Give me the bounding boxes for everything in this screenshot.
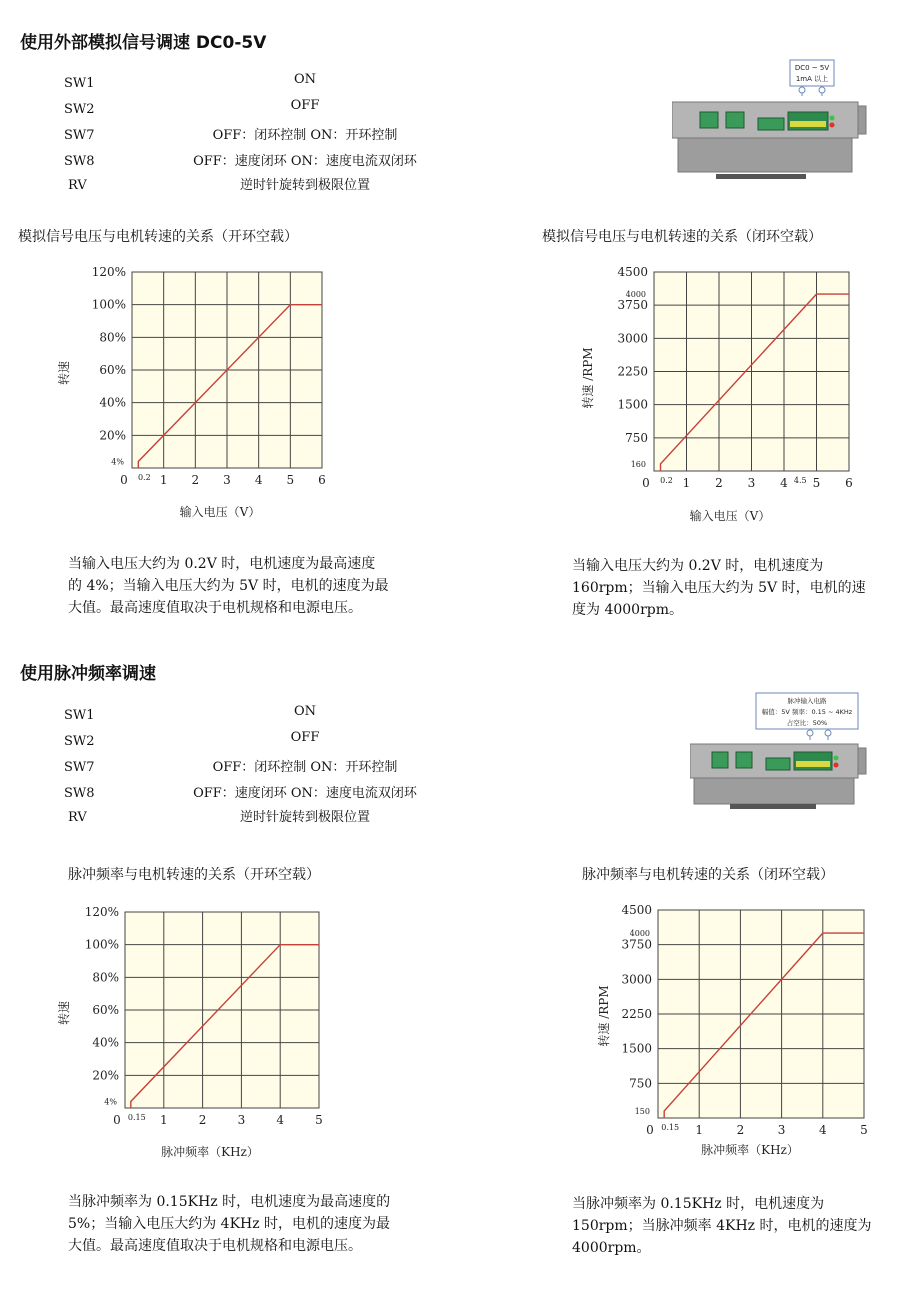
switch-name-rv: RV [68, 178, 87, 193]
switch-value-rv: 逆时针旋转到极限位置 [239, 810, 370, 825]
chart-title-analog-closed-loop: 模拟信号电压与电机转速的关系（闭环空载） [542, 229, 822, 245]
callout-line-2: 幅值：5V 频率：0.15 ~ 4KHz [761, 708, 853, 716]
x-marker-label: 0.2 [660, 476, 673, 485]
x-axis-label: 脉冲频率（KHz） [701, 1143, 799, 1157]
x-tick-label: 5 [315, 1113, 323, 1127]
switch-name-sw1: SW1 [64, 76, 95, 91]
x-tick-label: 0 [113, 1113, 121, 1127]
x-tick-label: 1 [682, 476, 691, 490]
description-line: 160rpm；当输入电压大约为 5V 时，电机的速 [572, 580, 866, 596]
chart-pulse-open-loop [50, 898, 350, 1168]
x-tick-label: 1 [695, 1123, 704, 1137]
y-tick-label: 80% [99, 330, 126, 345]
description-line: 5%；当输入电压大约为 4KHz 时，电机的速度为最 [68, 1216, 391, 1232]
y-tick-label: 60% [99, 363, 126, 377]
description-analog-open-loop [68, 553, 389, 619]
description-line: 大值。最高速度值取决于电机规格和电源电压。 [68, 600, 362, 616]
x-axis-label: 输入电压（V） [179, 505, 261, 519]
y-tick-label: 80% [92, 970, 119, 985]
callout-line-1: 脉冲输入电路 [787, 697, 827, 705]
y-axis-label: 转速 /RPM [597, 985, 611, 1047]
switch-name-sw7: SW7 [64, 128, 95, 143]
section-title-analog: 使用外部模拟信号调速 DC0-5V [20, 33, 267, 53]
y-tick-label: 40% [99, 395, 126, 410]
callout-line-2: 1mA 以上 [795, 75, 829, 83]
x-tick-label: 6 [845, 476, 853, 490]
chart-analog-closed-loop [570, 258, 870, 530]
y-marker-label: 160 [630, 459, 646, 469]
switch-value-rv: 逆时针旋转到极限位置 [239, 178, 370, 193]
chart-title-pulse-closed-loop: 脉冲频率与电机转速的关系（闭环空载） [582, 867, 834, 883]
y-marker-label: 150 [634, 1107, 650, 1117]
x-tick-label: 1 [159, 473, 168, 487]
y-tick-label: 1500 [621, 1041, 652, 1056]
y-tick-label: 750 [625, 430, 648, 445]
switch-value-sw2: OFF [290, 730, 320, 745]
description-line: 当脉冲频率为 0.15KHz 时，电机速度为 [572, 1196, 825, 1212]
description-analog-closed-loop [572, 555, 866, 621]
x-tick-label: 5 [860, 1123, 868, 1137]
x-tick-label: 4 [780, 476, 788, 490]
x-axis-label: 输入电压（V） [689, 509, 771, 523]
y-tick-label: 4500 [617, 265, 648, 279]
x-tick-label: 1 [159, 1113, 168, 1127]
y-tick-label: 100% [84, 937, 119, 952]
y-tick-label: 750 [629, 1076, 652, 1091]
y-tick-label: 2250 [617, 364, 648, 379]
description-line: 当输入电压大约为 0.2V 时，电机速度为最高速度 [68, 556, 376, 572]
y-tick-label: 2250 [621, 1007, 652, 1021]
x-tick-label: 4 [818, 1123, 827, 1137]
y-tick-label: 3000 [621, 972, 652, 987]
description-line: 的 4%；当输入电压大约为 5V 时，电机的速度为最 [68, 578, 389, 594]
x-marker-label: 0.15 [127, 1113, 146, 1122]
y-axis-label: 转速 /RPM [581, 347, 595, 409]
switch-name-sw2: SW2 [64, 102, 95, 117]
y-tick-label: 3750 [617, 298, 648, 313]
description-line: 当脉冲频率为 0.15KHz 时，电机速度为最高速度的 [68, 1194, 391, 1210]
switch-value-sw7: OFF：闭环控制 ON：开环控制 [212, 760, 398, 775]
switch-name-sw8: SW8 [64, 154, 95, 169]
y-tick-label: 20% [99, 428, 126, 443]
x-tick-label: 4 [276, 1113, 285, 1127]
y-axis-label: 转速 [57, 360, 71, 386]
y-tick-label: 20% [92, 1068, 119, 1083]
switch-value-sw8: OFF：速度闭环 ON：速度电流双闭环 [193, 786, 417, 801]
y-tick-label: 4500 [621, 903, 652, 917]
description-line: 度为 4000rpm。 [572, 602, 684, 618]
x-axis-label: 脉冲频率（KHz） [161, 1145, 259, 1159]
description-pulse-closed-loop [572, 1193, 872, 1259]
switch-value-sw8: OFF：速度闭环 ON：速度电流双闭环 [193, 154, 417, 169]
switch-name-sw7: SW7 [64, 760, 95, 775]
x-tick-label: 3 [747, 476, 756, 490]
x-tick-label: 3 [223, 473, 231, 487]
x-tick-label: 0 [642, 476, 650, 490]
x-tick-label: 5 [286, 473, 295, 487]
driver-device-illustration-pulse [690, 692, 890, 812]
switch-name-sw8: SW8 [64, 786, 95, 801]
x-tick-label: 3 [777, 1123, 786, 1137]
y-tick-label: 40% [92, 1035, 119, 1050]
description-line: 当输入电压大约为 0.2V 时，电机速度为 [572, 558, 824, 574]
y-tick-label: 120% [84, 905, 119, 919]
y-marker-label: 4000 [625, 290, 646, 300]
chart-title-pulse-open-loop: 脉冲频率与电机转速的关系（开环空载） [68, 867, 320, 883]
description-line: 大值。最高速度值取决于电机规格和电源电压。 [68, 1238, 362, 1254]
y-marker-label: 4% [111, 457, 124, 467]
switch-name-sw2: SW2 [64, 734, 95, 749]
switch-value-sw2: OFF [290, 98, 320, 113]
x-tick-label: 5 [812, 476, 821, 490]
x-marker-label: 0.15 [661, 1123, 680, 1132]
callout-line-3: 占空比：50% [786, 719, 828, 727]
chart-title-analog-open-loop: 模拟信号电压与电机转速的关系（开环空载） [18, 229, 298, 245]
x-tick-label: 0 [120, 473, 128, 487]
x-tick-label: 2 [198, 1113, 207, 1127]
y-tick-label: 1500 [617, 397, 648, 412]
y-marker-label: 4% [104, 1097, 117, 1107]
y-axis-label: 转速 [57, 1000, 71, 1026]
y-tick-label: 3000 [617, 331, 648, 346]
x-tick-label: 0 [646, 1123, 654, 1137]
x-tick-label: 4 [254, 473, 263, 487]
callout-line-1: DC0 ~ 5V [794, 64, 830, 72]
y-tick-label: 60% [92, 1003, 119, 1017]
y-marker-label: 4000 [629, 929, 650, 939]
switch-name-rv: RV [68, 810, 87, 825]
y-tick-label: 3750 [621, 937, 652, 952]
switch-value-sw1: ON [293, 704, 317, 719]
description-line: 150rpm；当脉冲频率 4KHz 时，电机的速度为 [572, 1218, 872, 1234]
description-pulse-open-loop [68, 1191, 390, 1257]
chart-analog-open-loop [50, 258, 350, 528]
switch-value-sw1: ON [293, 72, 317, 87]
x-marker-label: 0.2 [137, 473, 151, 482]
switch-value-sw7: OFF：闭环控制 ON：开环控制 [212, 128, 398, 143]
x-tick-label: 2 [736, 1123, 745, 1137]
description-line: 4000rpm。 [572, 1240, 651, 1256]
chart-pulse-closed-loop [590, 896, 890, 1162]
switch-name-sw1: SW1 [64, 708, 95, 723]
x-tick-label: 2 [715, 476, 723, 490]
x-tick-label: 3 [237, 1113, 246, 1127]
section-title-pulse: 使用脉冲频率调速 [20, 664, 156, 684]
y-tick-label: 100% [91, 297, 126, 312]
driver-device-illustration-analog [672, 58, 872, 180]
x-marker-label: 4.5 [793, 476, 807, 485]
x-tick-label: 6 [318, 473, 326, 487]
y-tick-label: 120% [91, 265, 126, 279]
x-tick-label: 2 [191, 473, 200, 487]
